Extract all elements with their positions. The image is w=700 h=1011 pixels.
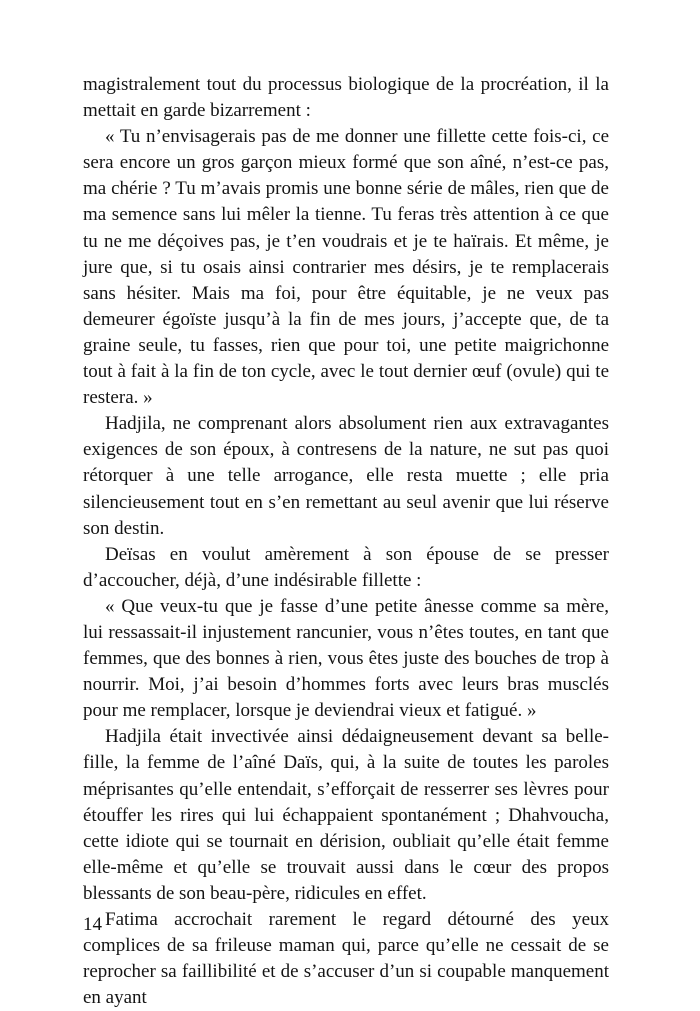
paragraph: « Que veux-tu que je fasse d’une petite ânesse comme sa mère, lui ressassait-il injustement rancunier, vous n’êtes toutes, en tant que femmes, que des bonnes à rien, vous êtes juste des bouches de trop à nourrir. Moi, j’ai besoin d’hommes forts avec leurs bras musclés pour me remplacer, lorsque je deviendrai vieux et fatigué. »: [83, 595, 609, 722]
paragraph: Hadjila était invectivée ainsi dédaigneusement devant sa belle-fille, la femme de l’aîné Daïs, qui, à la suite de toutes les paroles méprisantes qu’elle entendait, s’efforçait de resserrer ses lèvres pour étouffer les rires qui lui échappaient spontanément ; Dhahvoucha, cette idiote qui se tournait en dérision, oubliait qu’elle était femme elle-même et qu’elle se trouvait aussi dans le cœur des propos blessants de son beau-père, ridicules en effet.: [83, 726, 609, 904]
body-text: [83, 72, 609, 1011]
paragraph: Deïsas en voulut amèrement à son épouse de se presser d’accoucher, déjà, d’une indésirable fillette :: [83, 543, 609, 591]
paragraph: magistralement tout du processus biologique de la procréation, il la mettait en garde bizarrement :: [83, 74, 609, 122]
paragraph: Hadjila, ne comprenant alors absolument rien aux extravagantes exigences de son époux, à contresens de la nature, ne sut pas quoi rétorquer à une telle arrogance, elle resta muette ; elle pria silencieusement tout en s’en remettant au seul avenir que lui réserve son destin.: [83, 413, 609, 539]
page-number: 14: [83, 914, 102, 935]
paragraph: « Tu n’envisagerais pas de me donner une fillette cette fois-ci, ce sera encore un gros garçon mieux formé que son aîné, n’est-ce pas, ma chérie ? Tu m’avais promis une bonne série de mâles, rien que de ma semence sans lui mêler la tienne. Tu feras très attention à ce que tu ne me déçoives pas, je t’en voudrais et je te haïrais. Et même, je jure que, si tu osais ainsi contrarier mes désirs, je te remplacerais sans hésiter. Mais ma foi, pour être équitable, je ne veux pas demeurer égoïste jusqu’à la fin de mes jours, j’accepte que, de ta graine seule, tu fasses, rien que pour toi, une petite maigrichonne tout à fait à la fin de ton cycle, avec le tout dernier œuf (ovule) qui te restera. »: [83, 126, 609, 409]
paragraph: Fatima accrochait rarement le regard détourné des yeux complices de sa frileuse maman qui, parce qu’elle ne cessait de se reprocher sa faillibilité et de s’accuser d’un si coupable manquement en ayant: [83, 909, 609, 1009]
